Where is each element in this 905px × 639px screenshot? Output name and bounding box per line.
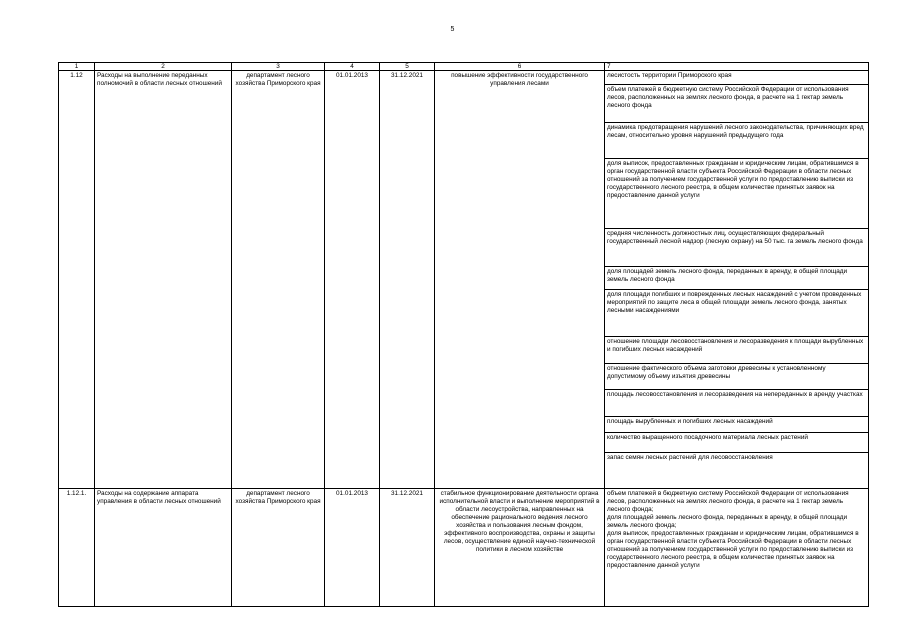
table-row xyxy=(59,489,869,607)
indicator-item: запас семян лесных растений для лесовосстановления xyxy=(607,454,773,461)
indicator-item: объем платежей в бюджетную систему Российской Федерации от использования лесов, расположенных на землях лесного фонда, в расчете на 1 гектар земель лесного фонда xyxy=(605,85,868,123)
column-header: 5 xyxy=(380,63,435,71)
column-header: 4 xyxy=(325,63,380,71)
end-date: 31.12.2021 xyxy=(380,489,435,607)
indicator-item: отношение фактического объема заготовки древесины к установленному допустимому объему изъятия древесины xyxy=(605,364,868,390)
column-header: 7 xyxy=(605,63,869,71)
start-date: 01.01.2013 xyxy=(325,489,380,607)
column-header: 1 xyxy=(59,63,95,71)
indicator-item: площадь лесовосстановления и лесоразведения на непереданных в аренду участках xyxy=(605,390,868,417)
page-number: 5 xyxy=(450,26,455,33)
table-row xyxy=(59,71,869,489)
indicators-cell xyxy=(605,71,869,489)
row-number: 1.12 xyxy=(59,71,95,489)
indicators-text: объем платежей в бюджетную систему Российской Федерации от использования лесов, расположенных на землях лесного фонда, в расчете на 1 гектар земель лесного фонда; доля площадей земель лесного фонда, переданных в аренду, в общей площади земель лесного фонда; доля выписок, предоставленных гражданам и юридическим лицам, обратившимся в орган государственной власти субъекта Российской Федерации в области лесных отношений за получением государственной услуги по предоставлению выписки из государственного лесного реестра, в общем количестве принятых заявок на предоставление данной услуги xyxy=(605,489,869,607)
indicator-item: площадь вырубленных и погибших лесных насаждений xyxy=(605,417,868,433)
expected-result: повышение эффективности государственного управления лесами xyxy=(435,71,605,489)
indicator-item: средняя численность должностных лиц, осуществляющих федеральный государственный лесной надзор (лесную охрану) на 50 тыс. га земель лесного фонда xyxy=(605,229,868,267)
column-number-row xyxy=(59,63,869,71)
expected-result: стабильное функционирование деятельности органа исполнительной власти и выполнение мероприятий в области лесоустройства, направленных на обеспечение рационального ведения лесного хозяйства и пользования лесным фондом, эффективного воспроизводства, охраны и защиты лесов, осуществление единой научно-технической политики в лесном хозяйстве xyxy=(435,489,605,607)
indicator-item: доля выписок, предоставленных гражданам и юридическим лицам, обратившимся в орган государственной власти субъекта Российской Федерации в области лесных отношений за получением государственной услуги по предоставлению выписки из государственного лесного реестра, в общем количестве принятых заявок на предоставление данной услуги xyxy=(605,159,868,229)
measure-name: Расходы на выполнение переданных полномочий в области лесных отношений xyxy=(95,71,232,489)
measures-table xyxy=(58,62,869,607)
column-header: 3 xyxy=(232,63,325,71)
column-header: 2 xyxy=(95,63,232,71)
indicator-item: доля площадей земель лесного фонда, переданных в аренду, в общей площади земель лесного фонда xyxy=(605,267,868,290)
indicator-item: отношение площади лесовосстановления и лесоразведения к площади вырубленных и погибших лесных насаждений xyxy=(605,337,868,364)
indicator-item: доля площади погибших и поврежденных лесных насаждений с учетом проведенных мероприятий по защите леса в общей площади земель лесного фонда, занятых лесными насаждениями xyxy=(605,290,868,337)
indicator-item: количество выращенного посадочного материала лесных растений xyxy=(605,433,868,453)
row-number: 1.12.1. xyxy=(59,489,95,607)
measure-name: Расходы на содержание аппарата управления в области лесных отношений xyxy=(95,489,232,607)
start-date: 01.01.2013 xyxy=(325,71,380,489)
indicator-item: лесистость территории Приморского края xyxy=(605,71,868,85)
column-header: 6 xyxy=(435,63,605,71)
executor: департамент лесного хозяйства Приморского края xyxy=(232,489,325,607)
indicator-item: динамика предотвращения нарушений лесного законодательства, причиняющих вред лесам, относительно уровня нарушений предыдущего года xyxy=(605,123,868,159)
end-date: 31.12.2021 xyxy=(380,71,435,489)
executor: департамент лесного хозяйства Приморского края xyxy=(232,71,325,489)
